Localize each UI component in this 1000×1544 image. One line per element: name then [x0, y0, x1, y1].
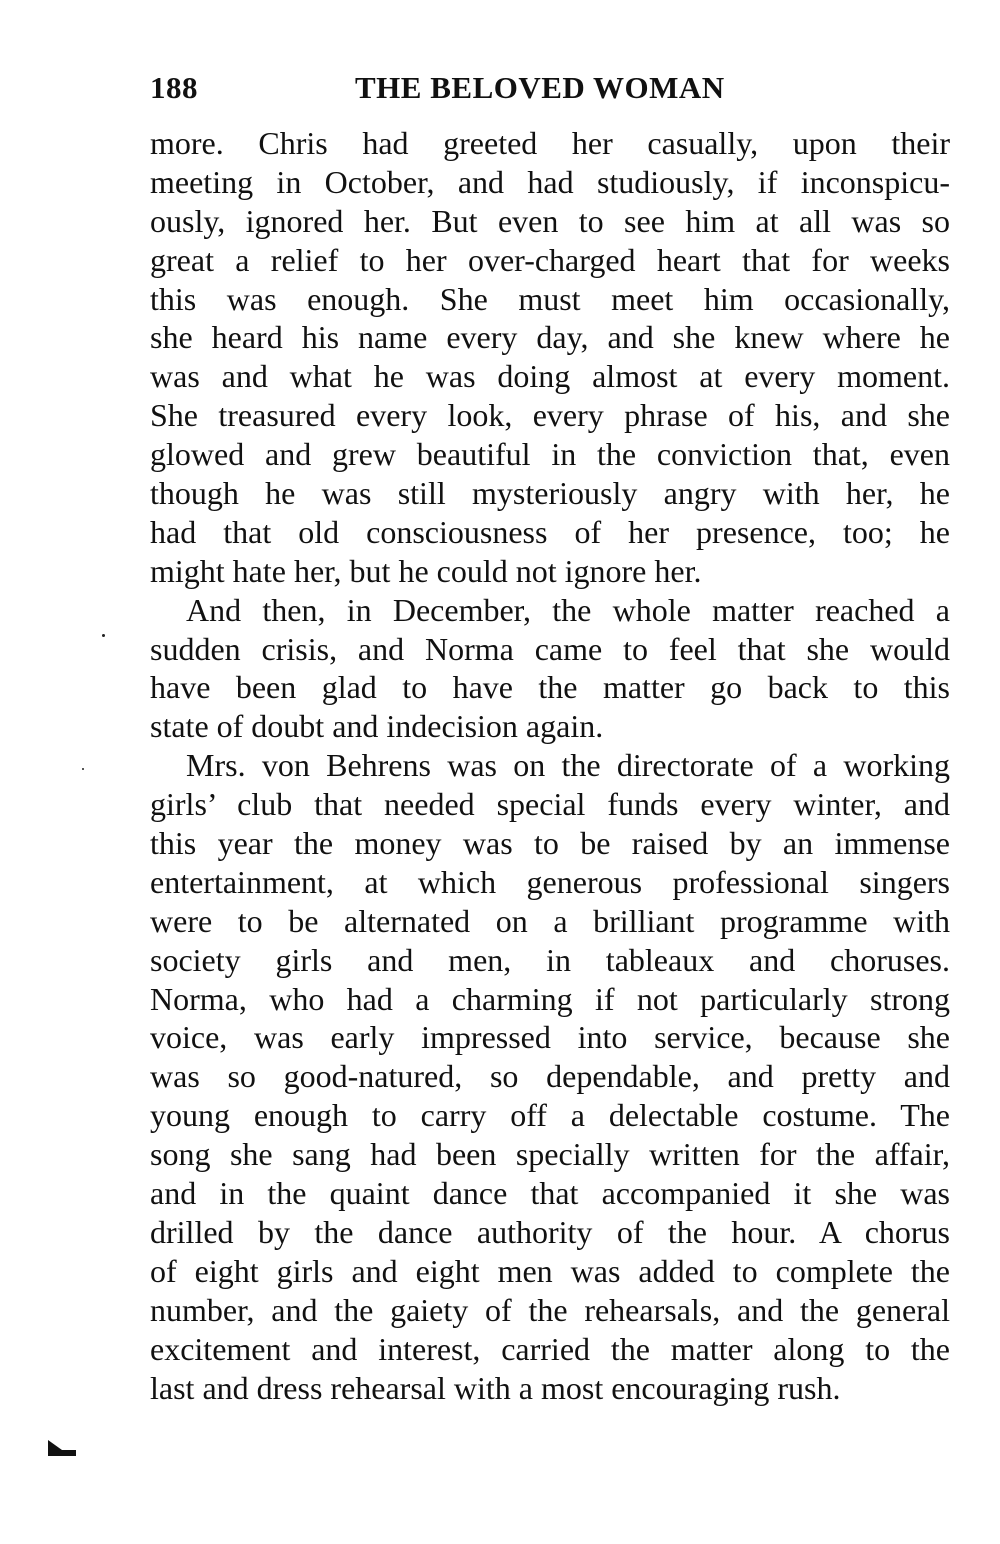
text-line: glowed and grew beautiful in the conviction that, even [150, 436, 950, 473]
text-line: drilled by the dance authority of the hour. A chorus [150, 1213, 950, 1250]
text-line: entertainment, at which generous professional singers [150, 863, 950, 900]
text-line: more. Chris had greeted her casually, upon their [150, 125, 950, 161]
page-number: 188 [150, 70, 198, 105]
text-line: this year the money was to be raised by an immense [150, 825, 950, 862]
text-line: were to be alternated on a brilliant programme with [150, 902, 950, 939]
text-line: ously, ignored her. But even to see him at all was so [150, 202, 950, 239]
text-line: this was enough. She must meet him occasionally, [150, 280, 950, 317]
text-line: number, and the gaiety of the rehearsals, and the general [150, 1291, 950, 1328]
text-line: excitement and interest, carried the matter along to the [150, 1330, 950, 1367]
text-line: meeting in October, and had studiously, if inconspicu- [150, 163, 950, 200]
scan-speck [82, 768, 84, 770]
text-line: She treasured every look, every phrase of his, and she [150, 397, 950, 434]
text-line: and in the quaint dance that accompanied it she was [150, 1175, 950, 1212]
book-title: THE BELOVED WOMAN [355, 70, 725, 105]
text-line: might hate her, but he could not ignore her. [150, 552, 702, 589]
text-line: And then, in December, the whole matter reached a [186, 591, 950, 628]
text-line: young enough to carry off a delectable costume. The [150, 1097, 950, 1134]
text-line: girls’ club that needed special funds every winter, and [150, 786, 950, 823]
text-line: though he was still mysteriously angry with her, he [150, 475, 950, 512]
text-line: was and what he was doing almost at every moment. [150, 358, 950, 395]
text-line: sudden crisis, and Norma came to feel that she would [150, 630, 950, 667]
text-line: great a relief to her over-charged heart that for weeks [150, 241, 950, 278]
text-line: was so good-natured, so dependable, and pretty and [150, 1058, 950, 1095]
scan-speck [102, 634, 105, 637]
text-line: Norma, who had a charming if not particularly strong [150, 980, 950, 1017]
text-line: last and dress rehearsal with a most encouraging rush. [150, 1369, 841, 1406]
text-line: voice, was early impressed into service, because she [150, 1019, 950, 1056]
body-text [150, 124, 950, 1407]
text-line: society girls and men, in tableaux and choruses. [150, 941, 950, 978]
text-line: had that old consciousness of her presence, too; he [150, 513, 950, 550]
text-line: state of doubt and indecision again. [150, 708, 604, 745]
text-line: song she sang had been specially written for the affair, [150, 1136, 950, 1173]
text-line: she heard his name every day, and she knew where he [150, 319, 950, 356]
text-line: have been glad to have the matter go back to this [150, 669, 950, 706]
text-line: of eight girls and eight men was added to complete the [150, 1252, 950, 1289]
text-line: Mrs. von Behrens was on the directorate of a working [186, 747, 950, 784]
book-page [150, 68, 950, 1407]
scan-artifact-mark [48, 1440, 62, 1450]
running-head [150, 68, 950, 114]
